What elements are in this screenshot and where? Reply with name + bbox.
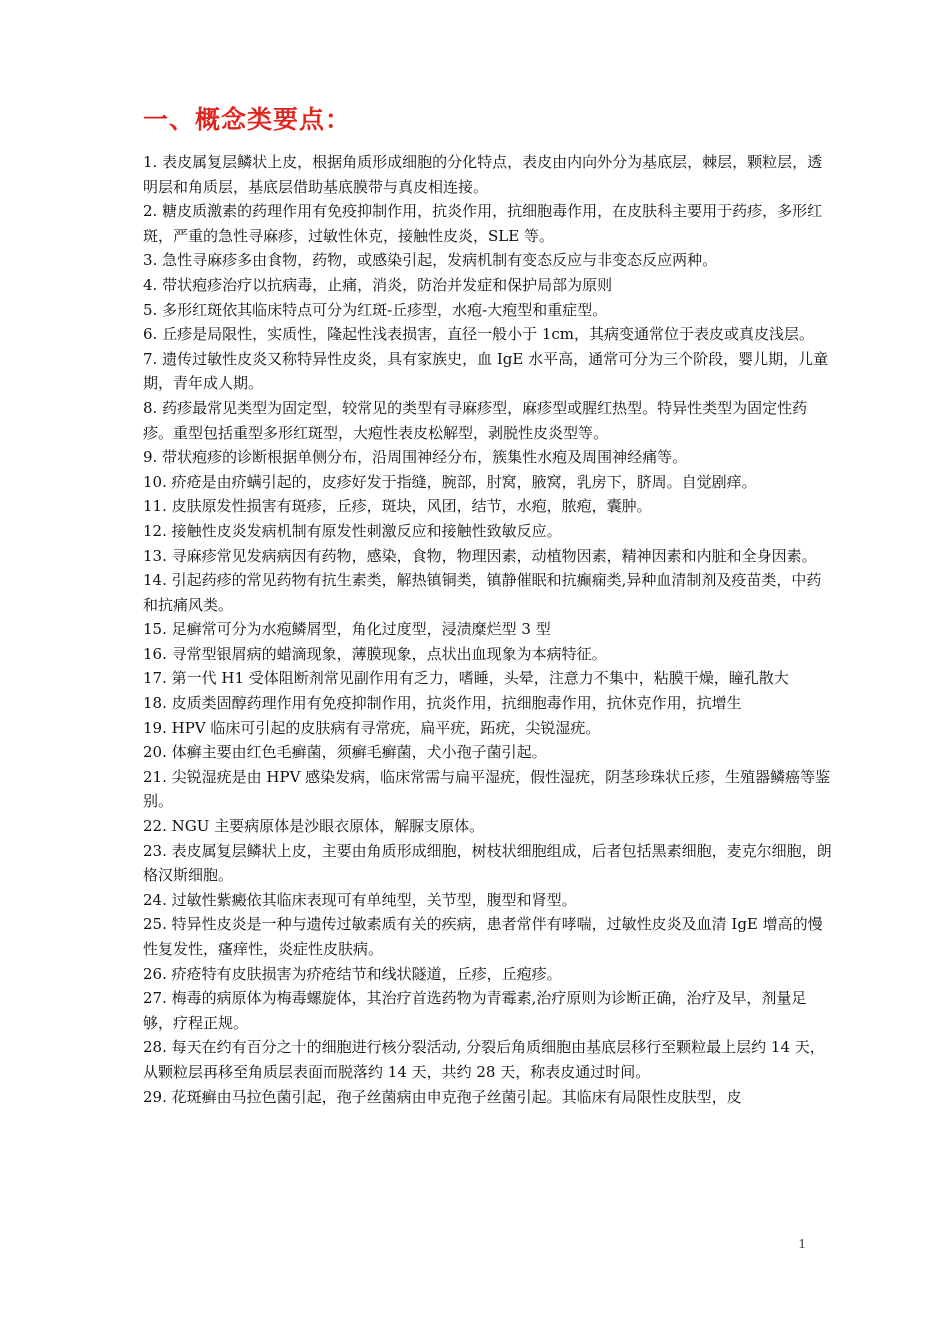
key-point-item: 4. 带状疱疹治疗以抗病毒，止痛，消炎，防治并发症和保护局部为原则 [143,275,613,294]
key-point-item: 10. 疥疮是由疥螨引起的，皮疹好发于指缝，腕部，肘窝，腋窝，乳房下，脐周。自觉剧痒。 [143,472,757,491]
key-point-item: 6. 丘疹是局限性，实质性，隆起性浅表损害，直径一般小于 1cm，其病变通常位于表皮或真皮浅层。 [143,325,815,344]
page-number: 1 [798,1237,806,1252]
key-point-item: 11. 皮肤原发性损害有斑疹，丘疹，斑块，风团，结节，水疱，脓疱，囊肿。 [143,497,652,516]
key-point-item: 16. 寻常型银屑病的蜡滴现象，薄膜现象，点状出血现象为本病特征。 [143,644,607,663]
key-point-item: 20. 体癣主要由红色毛癣菌，须癣毛癣菌，犬小孢子菌引起。 [143,743,547,762]
key-point-item: 12. 接触性皮炎发病机制有原发性刺激反应和接触性致敏反应。 [143,521,562,540]
key-point-item: 3. 急性寻麻疹多由食物，药物，或感染引起，发病机制有变态反应与非变态反应两种。 [143,251,718,270]
key-point-item: 15. 足癣常可分为水疱鳞屑型，角化过度型，浸渍糜烂型 3 型 [143,620,551,639]
key-point-item: 22. NGU 主要病原体是沙眼衣原体，解脲支原体。 [143,817,485,836]
key-point-item: 5. 多形红斑依其临床特点可分为红斑-丘疹型，水疱-大疱型和重症型。 [143,300,608,319]
key-points-list [143,150,833,1109]
key-point-item: 21. 尖锐湿疣是由 HPV 感染发病，临床常需与扁平湿疣，假性湿疣，阴茎珍珠状丘疹，生殖器鳞癌等鉴别。 [143,767,831,811]
key-point-item: 27. 梅毒的病原体为梅毒螺旋体，其治疗首选药物为青霉素,治疗原则为诊断正确，治疗及早，剂量足够，疗程正规。 [143,989,807,1032]
key-point-item: 25. 特异性皮炎是一种与遗传过敏素质有关的疾病，患者常伴有哮喘，过敏性皮炎及血清 IgE 增高的慢性复发性，瘙痒性，炎症性皮肤病。 [143,915,823,958]
key-point-item: 14. 引起药疹的常见药物有抗生素类，解热镇铜类，镇静催眠和抗癫痫类,异种血清制剂及疫苗类，中药和抗痛风类。 [143,571,822,614]
key-point-item: 28. 每天在约有百分之十的细胞进行核分裂活动, 分裂后角质细胞由基底层移行至颗粒最上层约 14 天，从颗粒层再移至角质层表面而脱落约 14 天，共约 28 天，称表皮通过时间。 [143,1038,825,1081]
key-point-item: 7. 遗传过敏性皮炎又称特异性皮炎，具有家族史，血 IgE 水平高，通常可分为三个阶段，婴儿期，儿童期，青年成人期。 [143,349,829,393]
key-point-item: 17. 第一代 H1 受体阻断剂常见副作用有乏力，嗜睡，头晕，注意力不集中，粘膜干燥，瞳孔散大 [143,669,789,688]
key-point-item: 18. 皮质类固醇药理作用有免疫抑制作用，抗炎作用，抗细胞毒作用，抗休克作用，抗增生 [143,694,742,713]
section-heading: 一、概念类要点： [143,105,352,134]
key-point-item: 23. 表皮属复层鳞状上皮，主要由角质形成细胞，树枝状细胞组成，后者包括黑素细胞，麦克尔细胞，朗格汉斯细胞。 [143,841,832,885]
key-point-item: 19. HPV 临床可引起的皮肤病有寻常疣，扁平疣，跖疣，尖锐湿疣。 [143,718,601,737]
key-point-item: 2. 糖皮质激素的药理作用有免疫抑制作用，抗炎作用，抗细胞毒作用，在皮肤科主要用于药疹，多形红斑，严重的急性寻麻疹，过敏性休克，接触性皮炎，SLE 等。 [143,202,823,245]
key-point-item: 24. 过敏性紫癜依其临床表现可有单纯型，关节型，腹型和肾型。 [143,890,577,909]
key-point-item: 26. 疥疮特有皮肤损害为疥疮结节和线状隧道，丘疹，丘疱疹。 [143,964,562,983]
key-point-item: 8. 药疹最常见类型为固定型，较常见的类型有寻麻疹型，麻疹型或腥红热型。特异性类型为固定性药疹。重型包括重型多形红斑型，大疱性表皮松解型，剥脱性皮炎型等。 [143,398,808,442]
key-point-item: 13. 寻麻疹常见发病病因有药物，感染，食物，物理因素，动植物因素，精神因素和内脏和全身因素。 [143,546,817,565]
key-point-item: 1. 表皮属复层鳞状上皮，根据角质形成细胞的分化特点，表皮由内向外分为基底层，棘层，颗粒层，透明层和角质层，基底层借助基底膜带与真皮相连接。 [143,153,823,196]
key-point-item: 29. 花斑癣由马拉色菌引起，孢子丝菌病由申克孢子丝菌引起。其临床有局限性皮肤型，皮 [143,1087,742,1106]
key-point-item: 9. 带状疱疹的诊断根据单侧分布，沿周围神经分布，簇集性水疱及周围神经痛等。 [143,448,688,467]
